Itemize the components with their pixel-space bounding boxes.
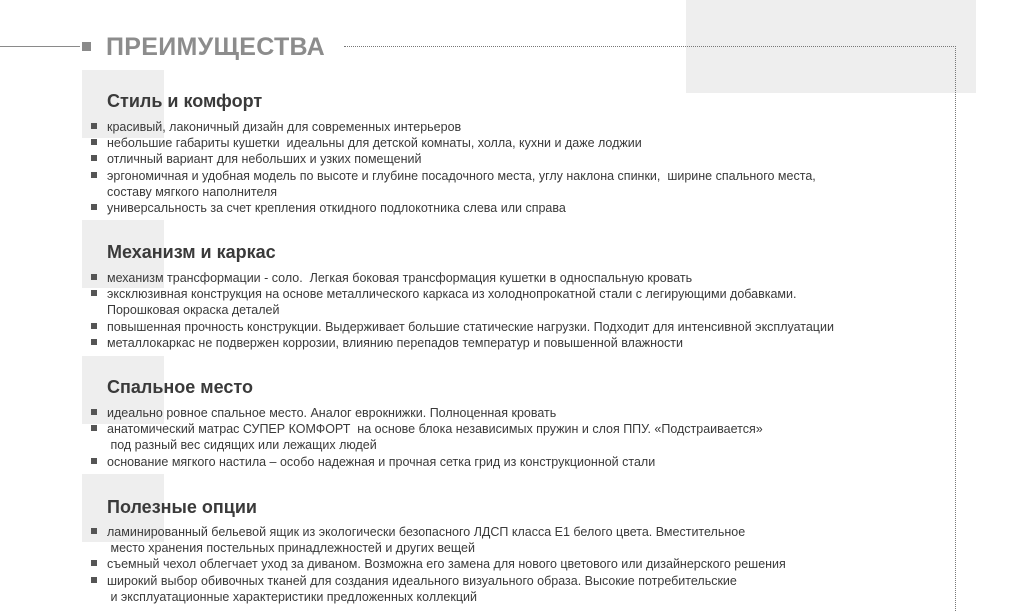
list-item: повышенная прочность конструкции. Выдерживает большие статические нагрузки. Подходит для интенсивной эксплуатации [91, 319, 834, 335]
bullet-square-icon [91, 323, 97, 329]
list-item: анатомический матрас СУПЕР КОМФОРТ на основе блока независимых пружин и слоя ППУ. «Подстраивается» под разный вес сидящих или лежащих людей [91, 421, 763, 453]
list-item: металлокаркас не подвержен коррозии, влиянию перепадов температур и повышенной влажности [91, 335, 834, 351]
bullet-square-icon [91, 204, 97, 210]
section-title-style-comfort: Стиль и комфорт [107, 91, 263, 111]
dotted-frame-right [955, 46, 956, 611]
list-item: небольшие габариты кушетки идеальны для детской комнаты, холла, кухни и даже лоджии [91, 135, 816, 151]
list-item: идеально ровное спальное место. Аналог еврокнижки. Полноценная кровать [91, 405, 763, 421]
section-list-sleeping-place [91, 405, 763, 470]
header-rule [0, 46, 80, 47]
bullet-square-icon [91, 577, 97, 583]
list-item: эксклюзивная конструкция на основе металлического каркаса из холоднопрокатной стали с легирующими добавками. Порошковая окраска деталей [91, 286, 834, 318]
section-list-style-comfort [91, 119, 816, 216]
bullet-square-icon [91, 123, 97, 129]
page-title: ПРЕИМУЩЕСТВА [106, 33, 325, 61]
list-item: съемный чехол облегчает уход за диваном. Возможна его замена для нового цветового или дизайнерского решения [91, 556, 786, 572]
list-item: отличный вариант для небольших и узких помещений [91, 151, 816, 167]
list-item: основание мягкого настила – особо надежная и прочная сетка грид из конструкционной стали [91, 454, 763, 470]
bullet-square-icon [91, 172, 97, 178]
bullet-square-icon [91, 425, 97, 431]
bullet-square-icon [91, 528, 97, 534]
dotted-frame-top [344, 46, 956, 47]
bullet-square-icon [91, 155, 97, 161]
header-bullet-square [82, 42, 91, 51]
bullet-square-icon [91, 139, 97, 145]
section-title-useful-options: Полезные опции [107, 497, 257, 517]
bullet-square-icon [91, 458, 97, 464]
section-title-mechanism-frame: Механизм и каркас [107, 242, 276, 262]
section-title-sleeping-place: Спальное место [107, 377, 253, 397]
list-item: механизм трансформации - соло. Легкая боковая трансформация кушетки в односпальную кровать [91, 270, 834, 286]
list-item: ламинированный бельевой ящик из экологически безопасного ЛДСП класса Е1 белого цвета. Вместительное место хранения постельных принадлежностей и других вещей [91, 524, 786, 556]
bullet-square-icon [91, 409, 97, 415]
bullet-square-icon [91, 560, 97, 566]
list-item: эргономичная и удобная модель по высоте и глубине посадочного места, углу наклона спинки, ширине спального места, составу мягкого наполнителя [91, 168, 816, 200]
list-item: широкий выбор обивочных тканей для создания идеального визуального образа. Высокие потребительские и эксплуатационные характеристики предложенных коллекций [91, 573, 786, 605]
bullet-square-icon [91, 339, 97, 345]
list-item: универсальность за счет крепления откидного подлокотника слева или справа [91, 200, 816, 216]
bullet-square-icon [91, 290, 97, 296]
list-item: красивый, лаконичный дизайн для современных интерьеров [91, 119, 816, 135]
section-list-useful-options [91, 524, 786, 605]
section-list-mechanism-frame [91, 270, 834, 351]
bullet-square-icon [91, 274, 97, 280]
